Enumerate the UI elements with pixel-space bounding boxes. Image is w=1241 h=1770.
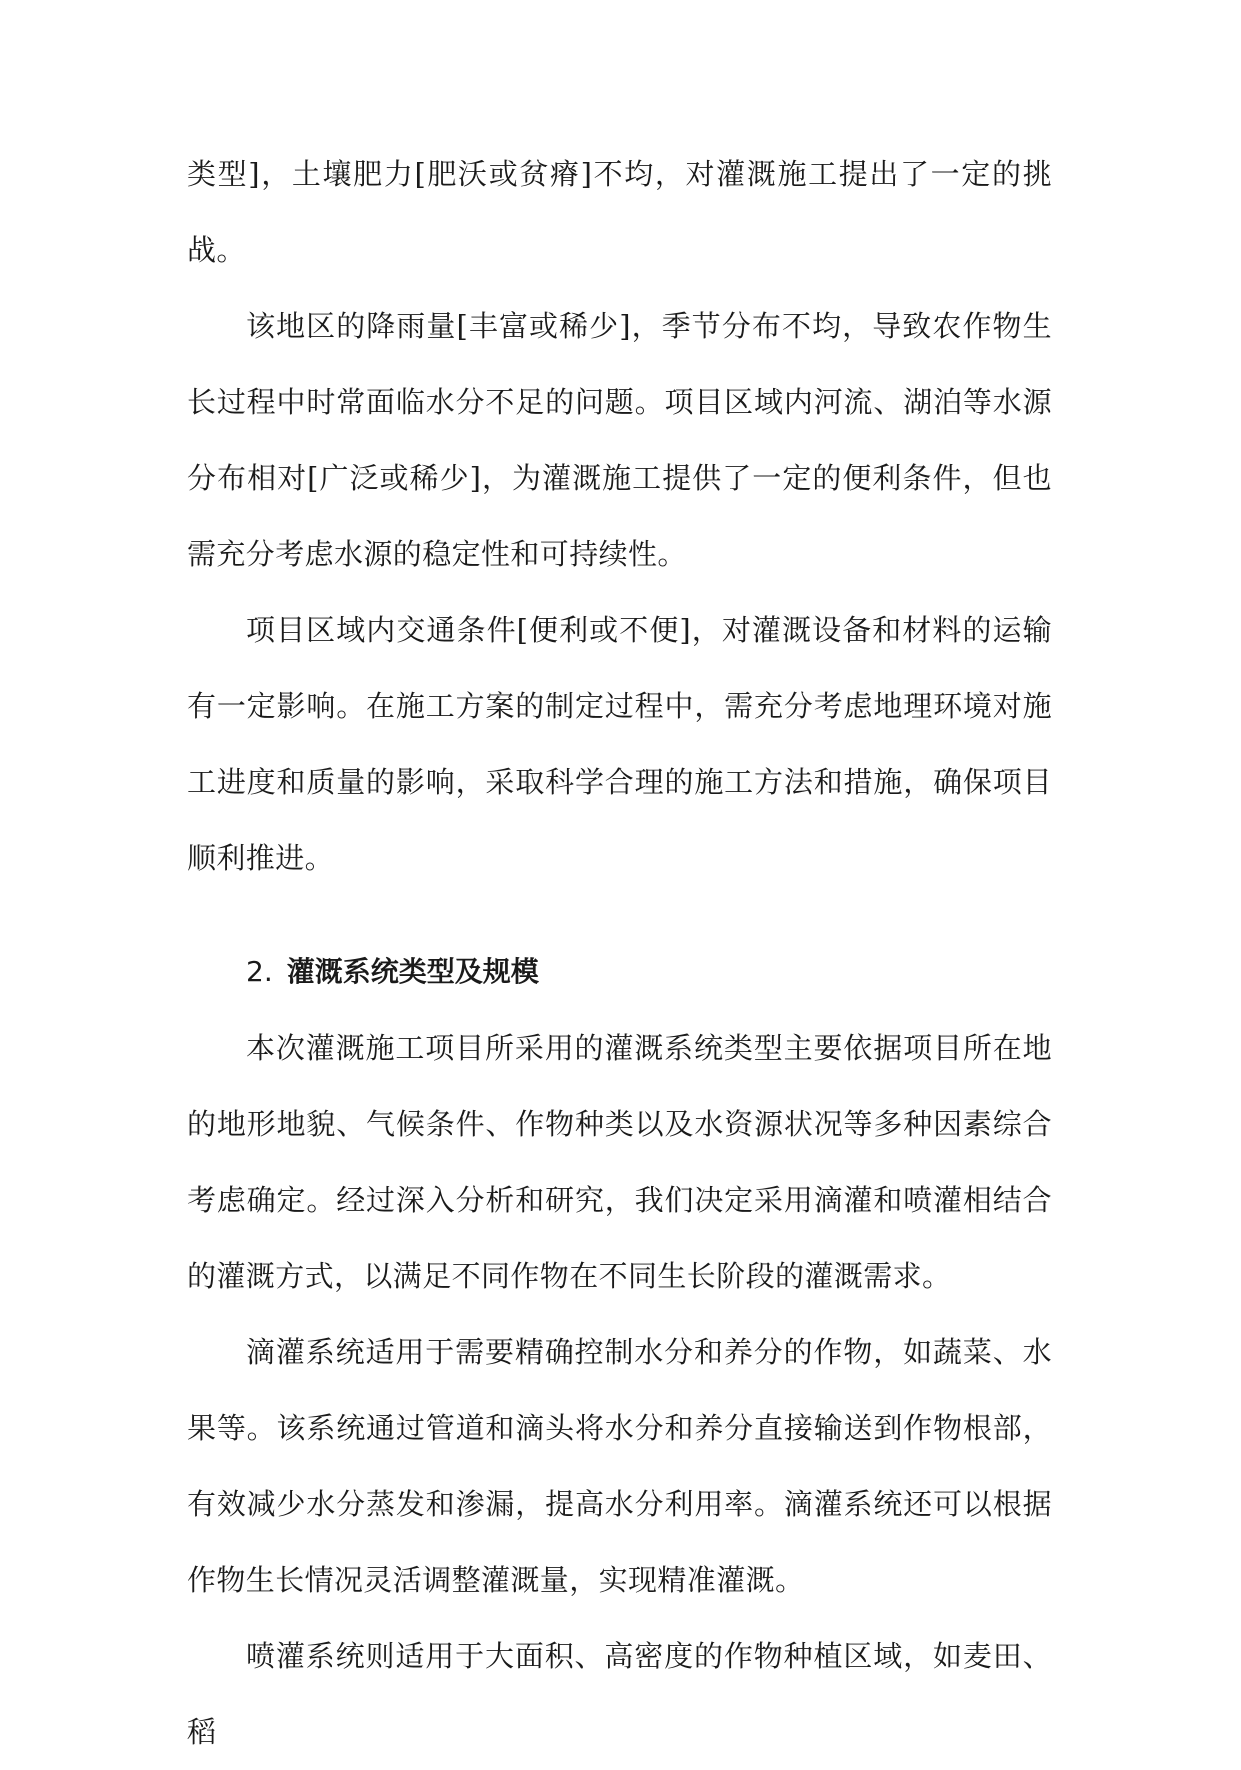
paragraph-transport: 项目区域内交通条件[便利或不便]，对灌溉设备和材料的运输有一定影响。在施工方案的制定过程中，需充分考虑地理环境对施工进度和质量的影响，采取科学合理的施工方法和措施，确保项目顺利推进。 bbox=[187, 613, 1052, 875]
document-body bbox=[187, 136, 1052, 1770]
paragraph-rainfall: 该地区的降雨量[丰富或稀少]，季节分布不均，导致农作物生长过程中时常面临水分不足的问题。项目区域内河流、湖泊等水源分布相对[广泛或稀少]，为灌溉施工提供了一定的便利条件，但也需充分考虑水源的稳定性和可持续性。 bbox=[187, 309, 1052, 571]
section-title: 灌溉系统类型及规模 bbox=[286, 955, 539, 988]
paragraph-sprinkler-irrigation: 喷灌系统则适用于大面积、高密度的作物种植区域，如麦田、稻 bbox=[187, 1639, 1052, 1749]
paragraph-continuation: 类型]，土壤肥力[肥沃或贫瘠]不均，对灌溉施工提出了一定的挑战。 bbox=[187, 157, 1052, 267]
paragraph-drip-irrigation: 滴灌系统适用于需要精确控制水分和养分的作物，如蔬菜、水果等。该系统通过管道和滴头将水分和养分直接输送到作物根部，有效减少水分蒸发和渗漏，提高水分利用率。滴灌系统还可以根据作物生长情况灵活调整灌溉量，实现精准灌溉。 bbox=[187, 1335, 1052, 1597]
paragraph-system-type: 本次灌溉施工项目所采用的灌溉系统类型主要依据项目所在地的地形地貌、气候条件、作物种类以及水资源状况等多种因素综合考虑确定。经过深入分析和研究，我们决定采用滴灌和喷灌相结合的灌溉方式，以满足不同作物在不同生长阶段的灌溉需求。 bbox=[187, 1031, 1052, 1293]
section-number: 2. bbox=[246, 955, 273, 988]
section-heading bbox=[187, 934, 1052, 1010]
